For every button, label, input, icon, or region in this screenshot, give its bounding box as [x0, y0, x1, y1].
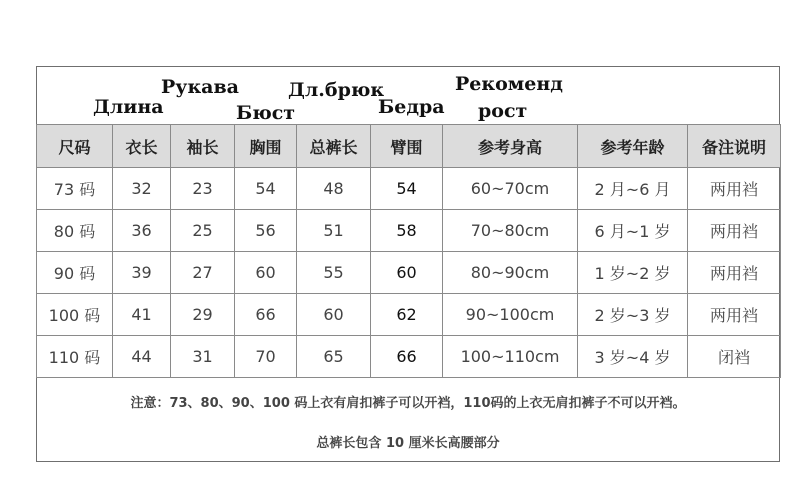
cell-arm: 60: [371, 252, 443, 294]
cell-bust: 56: [235, 210, 297, 252]
cell-arm: 58: [371, 210, 443, 252]
label-hips-ru: Бедра: [378, 96, 445, 118]
table-row: [37, 210, 781, 252]
cell-bust: 60: [235, 252, 297, 294]
label-height-ru: рост: [478, 100, 528, 122]
cell-pants-length: 55: [297, 252, 371, 294]
cell-size: 80 码: [37, 210, 113, 252]
cell-remark: 两用裆: [688, 252, 781, 294]
cell-height: 60~70cm: [443, 168, 578, 210]
header-sleeve: 袖长: [171, 125, 235, 168]
label-pants-length-ru: Дл.брюк: [288, 79, 385, 101]
table-row: [37, 168, 781, 210]
cell-remark: 两用裆: [688, 168, 781, 210]
label-sleeve-ru: Рукава: [161, 76, 239, 98]
cell-length: 39: [113, 252, 171, 294]
cell-arm: 62: [371, 294, 443, 336]
header-size: 尺码: [37, 125, 113, 168]
cell-age: 2 岁~3 岁: [578, 294, 688, 336]
label-bust-ru: Бюст: [236, 102, 296, 124]
table-row: [37, 252, 781, 294]
cell-length: 44: [113, 336, 171, 378]
cell-bust: 70: [235, 336, 297, 378]
notes-section: [36, 380, 780, 462]
cell-sleeve: 23: [171, 168, 235, 210]
header-pants-length: 总裤长: [297, 125, 371, 168]
cell-remark: 两用裆: [688, 294, 781, 336]
cell-bust: 54: [235, 168, 297, 210]
size-table: [36, 124, 781, 378]
cell-height: 90~100cm: [443, 294, 578, 336]
header-arm: 臂围: [371, 125, 443, 168]
table-row: [37, 294, 781, 336]
note-pants-length: 总裤长包含 10 厘米长高腰部分: [316, 436, 500, 451]
cell-age: 1 岁~2 岁: [578, 252, 688, 294]
cell-remark: 闭裆: [688, 336, 781, 378]
cell-size: 90 码: [37, 252, 113, 294]
cell-sleeve: 25: [171, 210, 235, 252]
cell-height: 80~90cm: [443, 252, 578, 294]
header-height: 参考身高: [443, 125, 578, 168]
label-recommended-ru: Рекоменд: [455, 73, 563, 95]
header-remark: 备注说明: [688, 125, 781, 168]
note-shoulder-buttons: 注意：73、80、90、100 码上衣有肩扣裤子可以开裆，110码的上衣无肩扣裤子不可以开裆。: [130, 396, 686, 411]
table-header-row: [37, 125, 781, 168]
cell-pants-length: 60: [297, 294, 371, 336]
label-length-ru: Длина: [93, 96, 164, 118]
header-bust: 胸围: [235, 125, 297, 168]
cell-size: 110 码: [37, 336, 113, 378]
cell-age: 6 月~1 岁: [578, 210, 688, 252]
cell-length: 32: [113, 168, 171, 210]
table-row: [37, 336, 781, 378]
cell-age: 3 岁~4 岁: [578, 336, 688, 378]
cell-sleeve: 29: [171, 294, 235, 336]
cell-sleeve: 27: [171, 252, 235, 294]
cell-pants-length: 51: [297, 210, 371, 252]
cell-bust: 66: [235, 294, 297, 336]
header-age: 参考年龄: [578, 125, 688, 168]
cell-arm: 66: [371, 336, 443, 378]
cell-length: 36: [113, 210, 171, 252]
cell-sleeve: 31: [171, 336, 235, 378]
cell-arm: 54: [371, 168, 443, 210]
header-length: 衣长: [113, 125, 171, 168]
cell-length: 41: [113, 294, 171, 336]
cell-age: 2 月~6 月: [578, 168, 688, 210]
cell-pants-length: 65: [297, 336, 371, 378]
cell-size: 73 码: [37, 168, 113, 210]
cell-pants-length: 48: [297, 168, 371, 210]
cell-size: 100 码: [37, 294, 113, 336]
cell-height: 100~110cm: [443, 336, 578, 378]
cell-height: 70~80cm: [443, 210, 578, 252]
cell-remark: 两用裆: [688, 210, 781, 252]
